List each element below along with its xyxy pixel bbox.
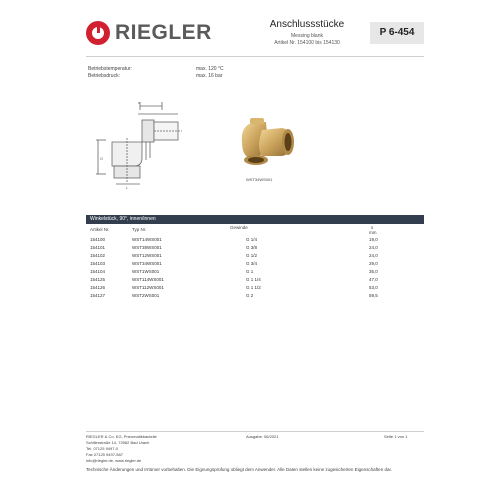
cell-s: 53,0 xyxy=(369,285,378,290)
footer-page-number: Seite 1 von 1 xyxy=(384,434,408,439)
cell-s: 24,0 xyxy=(369,253,378,258)
page-subtitle-material: Messing blank xyxy=(291,33,323,39)
footer-company: RIEGLER & Co. KG, Pneumatikbauteile xyxy=(86,434,157,439)
cell-artikel: 154127 xyxy=(90,293,106,298)
cell-artikel: 154102 xyxy=(90,253,106,258)
cell-artikel: 154100 xyxy=(90,237,106,242)
table-row xyxy=(86,276,424,284)
cell-gewinde: G 1/2 xyxy=(246,253,258,258)
cell-artikel: 154125 xyxy=(90,277,106,282)
cell-typ: WST114WS001 xyxy=(132,277,164,282)
cell-artikel: 154104 xyxy=(90,269,106,274)
cell-s: 19,0 xyxy=(369,237,378,242)
cell-s: 35,0 xyxy=(369,269,378,274)
header-divider xyxy=(86,56,424,57)
footer-divider xyxy=(86,431,424,432)
col-header-unit: mm xyxy=(369,230,377,235)
table-row xyxy=(86,260,424,268)
svg-text:G: G xyxy=(100,156,104,161)
cell-s: 24,0 xyxy=(369,245,378,250)
footer-address: Schillerstraße 14, 72582 Bad Urach xyxy=(86,440,150,445)
cell-gewinde: G 3/8 xyxy=(246,245,258,250)
cell-s: 47,0 xyxy=(369,277,378,282)
cell-typ: WST38WS001 xyxy=(132,245,162,250)
cell-s: 59,5 xyxy=(369,293,378,298)
brand-name: RIEGLER xyxy=(115,21,212,44)
page-code-badge: P 6-454 xyxy=(370,22,424,44)
col-header-artikel: Artikel Nr. xyxy=(90,227,110,232)
cell-typ: WST14WS001 xyxy=(132,237,162,242)
footer-tel: Tel. 07125 9497-0 xyxy=(86,446,119,451)
table-title: Winkelstück, 90°, innen/innen xyxy=(86,215,424,224)
table-row xyxy=(86,236,424,244)
riegler-logo-icon xyxy=(86,21,110,45)
spec-label-temperature: Betriebstemperatur: xyxy=(88,66,132,72)
cell-artikel: 154101 xyxy=(90,245,106,250)
col-header-typ: Typ Nr. xyxy=(132,227,147,232)
footer-fax: Fax 07125 9497-587 xyxy=(86,452,123,457)
footer-date: Ausgabe: 06/2021 xyxy=(246,434,279,439)
cell-typ: WST112WS001 xyxy=(132,285,164,290)
cell-artikel: 154126 xyxy=(90,285,106,290)
svg-text:L: L xyxy=(126,185,129,190)
cell-gewinde: G 1 xyxy=(246,269,254,274)
table-row xyxy=(86,284,424,292)
spec-value-temperature: max. 120 °C xyxy=(196,66,224,72)
cell-typ: WST1WS001 xyxy=(132,269,160,274)
cell-gewinde: G 1/4 xyxy=(246,237,258,242)
col-header-gewinde: Gewinde xyxy=(230,225,248,230)
cell-gewinde: G 2 xyxy=(246,293,254,298)
table-row xyxy=(86,252,424,260)
page-title: Anschlussstücke xyxy=(269,19,345,30)
footer-email: info@riegler.de, www.riegler.de xyxy=(86,458,142,463)
product-photo-brass-elbow xyxy=(232,112,302,172)
technical-drawing xyxy=(96,100,188,190)
col-header-s: s xyxy=(371,225,374,230)
cell-typ: WST12WS001 xyxy=(132,253,162,258)
table-row xyxy=(86,244,424,252)
photo-caption: WST34WS001 xyxy=(246,177,273,182)
table-row xyxy=(86,268,424,276)
cell-s: 29,0 xyxy=(369,261,378,266)
table-row xyxy=(86,292,424,300)
cell-gewinde: G 1 1/4 xyxy=(246,277,261,282)
page-subtitle-articles: Artikel Nr. 154100 bis 154130 xyxy=(274,40,340,46)
cell-typ: WST2WS001 xyxy=(132,293,160,298)
cell-gewinde: G 3/4 xyxy=(246,261,258,266)
spec-value-pressure: max. 16 bar xyxy=(196,73,223,79)
spec-label-pressure: Betriebsdruck: xyxy=(88,73,120,79)
svg-text:s: s xyxy=(138,100,140,105)
cell-typ: WST34WS001 xyxy=(132,261,162,266)
cell-gewinde: G 1 1/2 xyxy=(246,285,261,290)
cell-artikel: 154103 xyxy=(90,261,106,266)
footer-notice: Technische Änderungen und Irrtümer vorbehalten. Die Eignungsprüfung obliegt dem Anwender. Alle Daten stellen keine zugesicherten Eigenschaften dar. xyxy=(86,467,392,472)
